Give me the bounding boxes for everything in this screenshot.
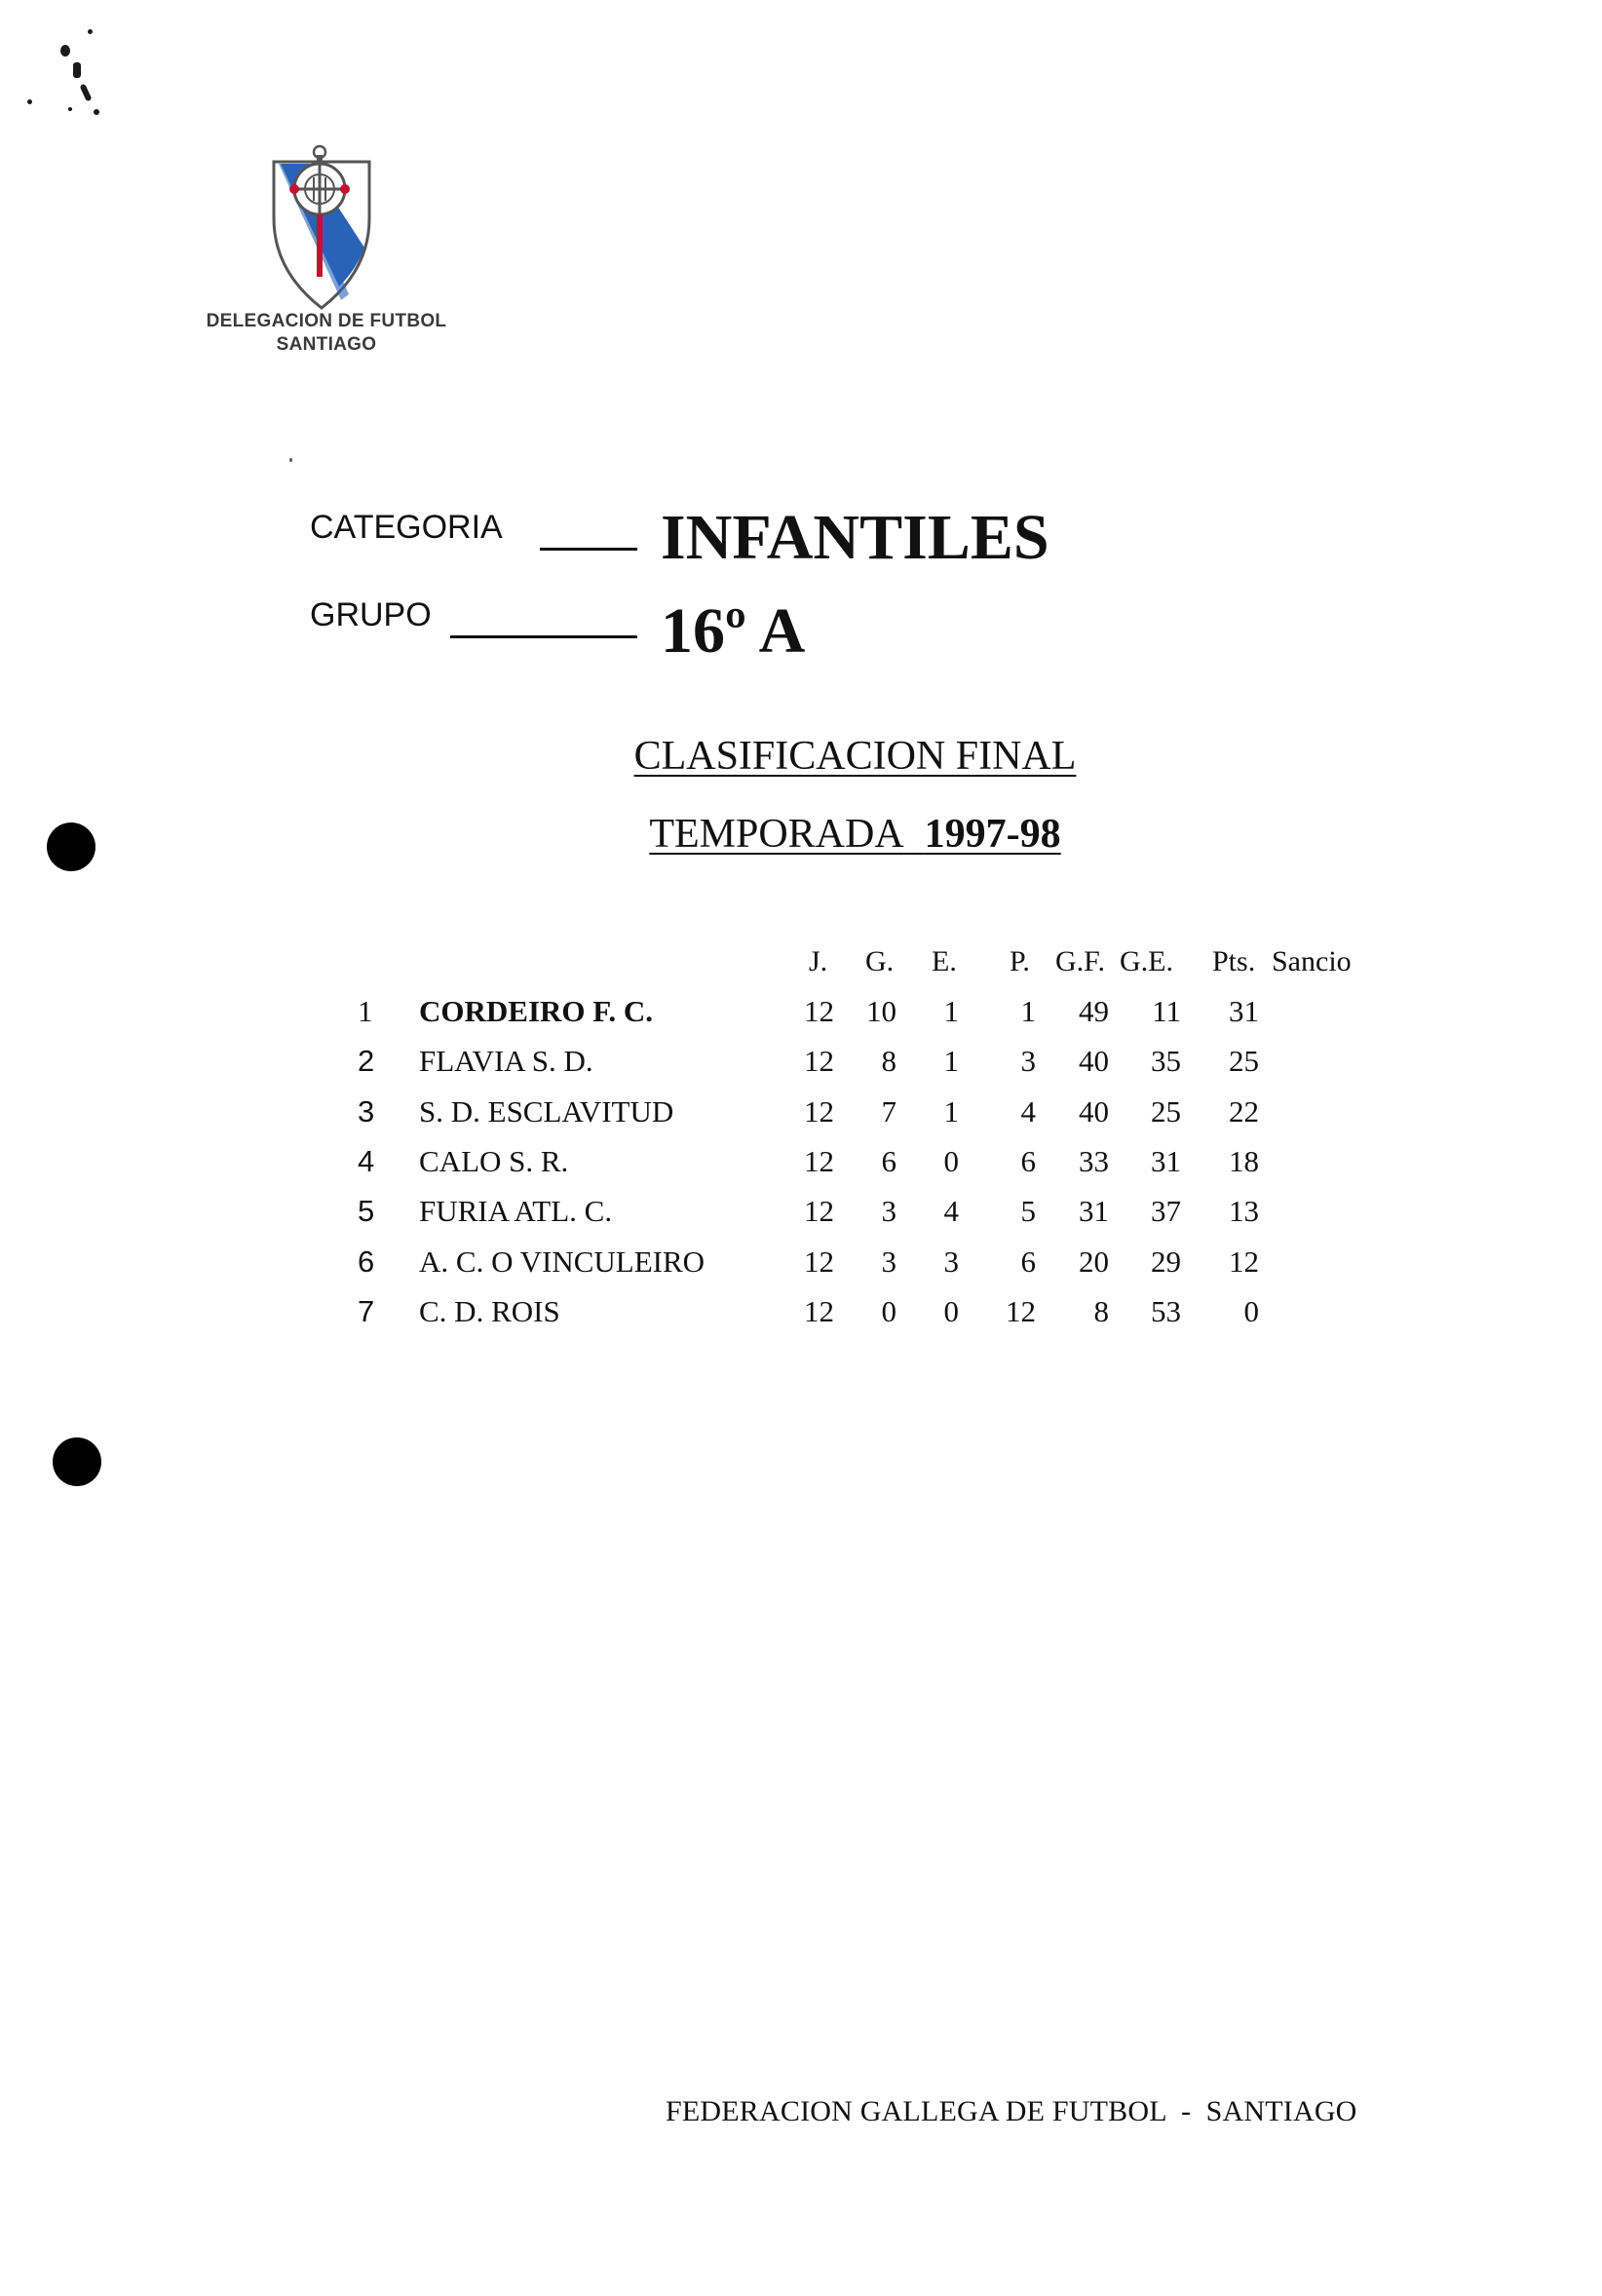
cell-goals-against: 25 — [1151, 1093, 1181, 1129]
scan-speck — [88, 29, 93, 34]
cell-lost: 4 — [1020, 1093, 1036, 1129]
cell-team: FLAVIA S. D. — [419, 1044, 593, 1079]
scan-speck — [73, 62, 81, 78]
table-row — [0, 1237, 1602, 1286]
category-label: CATEGORIA — [310, 509, 503, 546]
column-header-pts: Pts. — [1212, 945, 1256, 977]
cell-played: 12 — [804, 1244, 834, 1279]
cell-drawn: 0 — [943, 1143, 959, 1178]
cell-team: C. D. ROIS — [419, 1293, 560, 1328]
scan-speck — [68, 107, 72, 111]
table-row — [0, 1036, 1602, 1086]
cell-lost: 1 — [1020, 994, 1036, 1028]
column-header-ge: G.E. — [1120, 945, 1173, 977]
scan-speck — [94, 109, 99, 115]
cell-won: 8 — [881, 1044, 896, 1079]
cell-goals-against: 29 — [1151, 1244, 1181, 1279]
cell-points: 18 — [1229, 1143, 1259, 1178]
cell-points: 13 — [1229, 1194, 1259, 1229]
cell-drawn: 1 — [943, 1093, 959, 1129]
column-header-p: P. — [1010, 945, 1030, 977]
table-row — [0, 986, 1602, 1036]
cell-position: 5 — [358, 1194, 375, 1229]
category-line — [540, 548, 637, 551]
scan-speck — [27, 99, 32, 104]
cell-won: 0 — [881, 1293, 896, 1328]
cell-position: 3 — [358, 1093, 375, 1129]
scan-speck — [289, 458, 292, 462]
cell-played: 12 — [804, 1044, 834, 1079]
organization-name — [190, 310, 463, 357]
cell-drawn: 1 — [943, 994, 959, 1028]
cell-team: A. C. O VINCULEIRO — [419, 1244, 706, 1279]
cell-goals-against: 53 — [1151, 1293, 1181, 1328]
cell-team: CALO S. R. — [419, 1143, 569, 1178]
cell-goals-for: 40 — [1079, 1093, 1109, 1129]
cell-team: S. D. ESCLAVITUD — [419, 1093, 674, 1129]
cell-position: 7 — [358, 1293, 375, 1328]
table-row — [0, 1087, 1602, 1136]
group-value: 16º A — [661, 595, 806, 667]
cell-goals-against: 37 — [1151, 1194, 1181, 1229]
table-row — [0, 1186, 1602, 1236]
cell-drawn: 1 — [943, 1044, 959, 1079]
group-line — [450, 635, 637, 638]
cell-won: 10 — [866, 994, 896, 1028]
cell-position: 6 — [358, 1244, 375, 1279]
group-label: GRUPO — [310, 596, 432, 633]
cell-goals-for: 31 — [1079, 1194, 1109, 1229]
organization-title: DELEGACION DE FUTBOL — [206, 311, 447, 331]
cell-points: 22 — [1229, 1093, 1259, 1129]
cell-won: 7 — [881, 1093, 896, 1129]
cell-goals-for: 40 — [1079, 1044, 1109, 1079]
cell-drawn: 0 — [943, 1293, 959, 1328]
column-header-g: G. — [865, 945, 895, 977]
cell-goals-against: 11 — [1152, 994, 1181, 1028]
cell-lost: 6 — [1020, 1143, 1036, 1178]
cell-lost: 6 — [1020, 1244, 1036, 1279]
cell-played: 12 — [804, 1194, 834, 1229]
cell-goals-against: 31 — [1151, 1143, 1181, 1178]
cell-played: 12 — [804, 1093, 834, 1129]
crest-shield-icon — [271, 142, 372, 310]
column-header-sancio: Sancio — [1272, 945, 1352, 977]
cell-goals-for: 8 — [1093, 1293, 1109, 1328]
season-line — [0, 811, 1602, 858]
column-header-gf: G.F. — [1055, 945, 1105, 977]
table-row — [0, 1286, 1602, 1336]
table-row — [0, 1136, 1602, 1186]
cell-played: 12 — [804, 994, 834, 1028]
column-header-j: J. — [809, 945, 828, 977]
title — [0, 733, 1602, 780]
column-header-e: E. — [932, 945, 957, 977]
season-label: TEMPORADA 1997-98 — [649, 812, 1061, 857]
cell-points: 0 — [1243, 1293, 1259, 1328]
cell-goals-for: 33 — [1079, 1143, 1109, 1178]
cell-goals-for: 20 — [1079, 1244, 1109, 1279]
scan-speck — [79, 84, 92, 102]
cell-won: 3 — [881, 1194, 896, 1229]
cell-team: FURIA ATL. C. — [419, 1194, 613, 1229]
classification-title: CLASIFICACION FINAL — [633, 734, 1077, 779]
cell-points: 31 — [1229, 994, 1259, 1028]
cell-goals-against: 35 — [1151, 1044, 1181, 1079]
cell-won: 6 — [881, 1143, 896, 1178]
cell-won: 3 — [881, 1244, 896, 1279]
category-value: INFANTILES — [661, 502, 1049, 573]
scan-speck — [60, 45, 70, 57]
footer: FEDERACION GALLEGA DE FUTBOL - SANTIAGO — [666, 2095, 1357, 2127]
cell-position: 1 — [358, 994, 373, 1028]
cell-drawn: 4 — [943, 1194, 959, 1229]
cell-points: 12 — [1229, 1244, 1259, 1279]
season-value: 1997-98 — [924, 812, 1061, 857]
cell-played: 12 — [804, 1143, 834, 1178]
cell-position: 4 — [358, 1143, 375, 1178]
cell-team: CORDEIRO F. C. — [419, 994, 653, 1028]
punch-hole-bottom — [53, 1437, 101, 1486]
cell-lost: 5 — [1020, 1194, 1036, 1229]
cell-points: 25 — [1229, 1044, 1259, 1079]
cell-drawn: 3 — [943, 1244, 959, 1279]
cell-lost: 12 — [1006, 1293, 1036, 1328]
cell-lost: 3 — [1020, 1044, 1036, 1079]
cell-goals-for: 49 — [1079, 994, 1109, 1028]
cell-played: 12 — [804, 1293, 834, 1328]
organization-city: SANTIAGO — [276, 334, 377, 355]
cell-position: 2 — [358, 1044, 375, 1079]
